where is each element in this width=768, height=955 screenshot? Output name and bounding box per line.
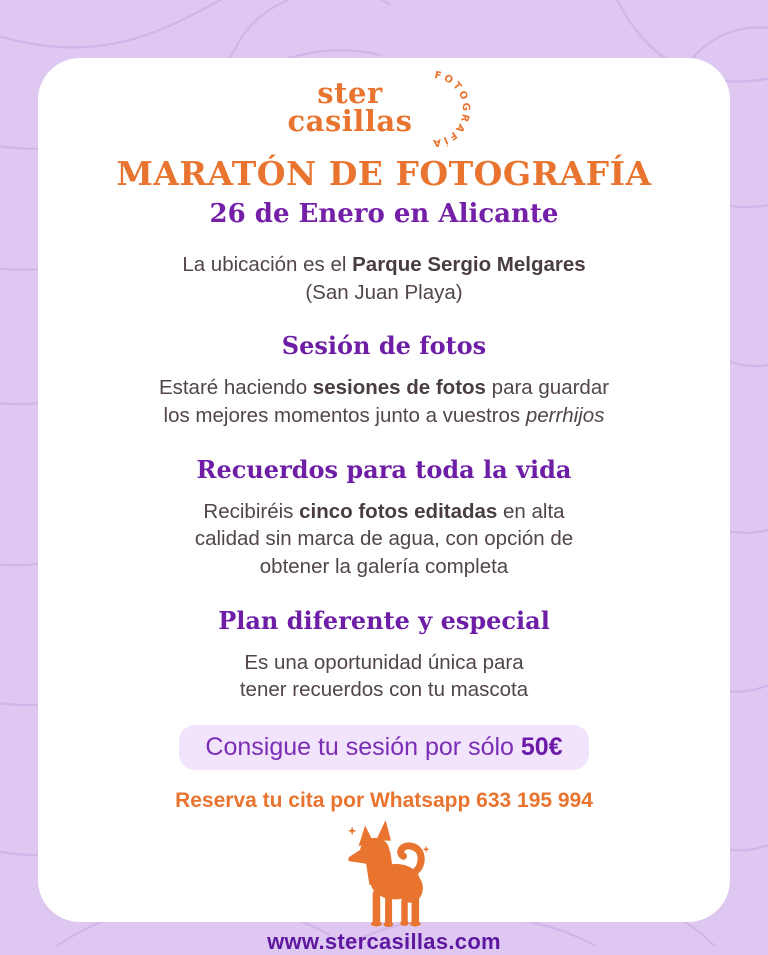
dog-haunch (398, 874, 423, 903)
text-segment: calidad sin marca de agua, con opción de (194, 527, 574, 551)
location-text: La ubicación es el (182, 253, 353, 276)
plan-paragraph (240, 649, 528, 704)
logo-word2: casillas (287, 104, 413, 138)
offer-label: Consigue tu sesión por sólo (205, 733, 521, 762)
location-area: (San Juan Playa) (305, 280, 463, 304)
event-date-subtitle: 26 de Enero en Alicante (209, 199, 559, 229)
memories-paragraph (195, 498, 573, 581)
sparkle-icon (348, 827, 357, 836)
website-url: www.stercasillas.com (267, 929, 501, 955)
text-segment-bold: sesiones de fotos (312, 376, 486, 400)
logo-arc-text-glyphs: FOTOGRAFÍA (430, 69, 472, 149)
dog-illustration-wrap (309, 819, 459, 927)
svg-text:FOTOGRAFÍA (431, 70, 472, 148)
section-heading-session: Sesión de fotos (281, 331, 487, 361)
dog-hind-leg (412, 897, 420, 925)
price-pill (179, 725, 588, 770)
location-name: Parque Sergio Melgares (352, 253, 586, 276)
session-paragraph (159, 374, 609, 429)
chihuahua-dog-icon (309, 819, 459, 927)
text-segment: Estaré haciendo (158, 376, 313, 400)
location-paragraph (182, 251, 585, 306)
text-segment: obtener la galería completa (259, 555, 509, 579)
main-title: MARATÓN DE FOTOGRAFÍA (116, 154, 652, 193)
flyer-card (38, 58, 730, 955)
whatsapp-cta: Reserva tu cita por Whatsapp 633 195 994 (175, 789, 593, 813)
text-segment: Recibiréis (203, 499, 300, 523)
text-segment: tener recuerdos con tu mascota (239, 678, 529, 702)
text-segment-bold: cinco fotos editadas (299, 499, 498, 523)
offer-price: 50€ (520, 733, 563, 762)
section-heading-plan: Plan diferente y especial (218, 605, 550, 635)
dog-front-leg-2 (385, 892, 392, 924)
dog-ear-right (376, 820, 391, 841)
text-segment-italic: perrhijos (525, 404, 605, 428)
logo (288, 66, 481, 150)
sparkle-icon (423, 846, 430, 853)
text-segment: los mejores momentos junto a vuestros (163, 404, 526, 428)
section-heading-memories: Recuerdos para toda la vida (196, 454, 572, 484)
logo-arc-text (408, 66, 480, 152)
logo-word1: ster (317, 76, 383, 111)
text-segment: para guardar (485, 376, 610, 400)
dog-hind-leg-2 (401, 898, 407, 924)
logo-wordmark (287, 76, 413, 138)
dog-front-leg (373, 890, 381, 925)
text-segment: en alta (497, 499, 565, 523)
text-segment: Es una oportunidad única para (244, 650, 524, 674)
